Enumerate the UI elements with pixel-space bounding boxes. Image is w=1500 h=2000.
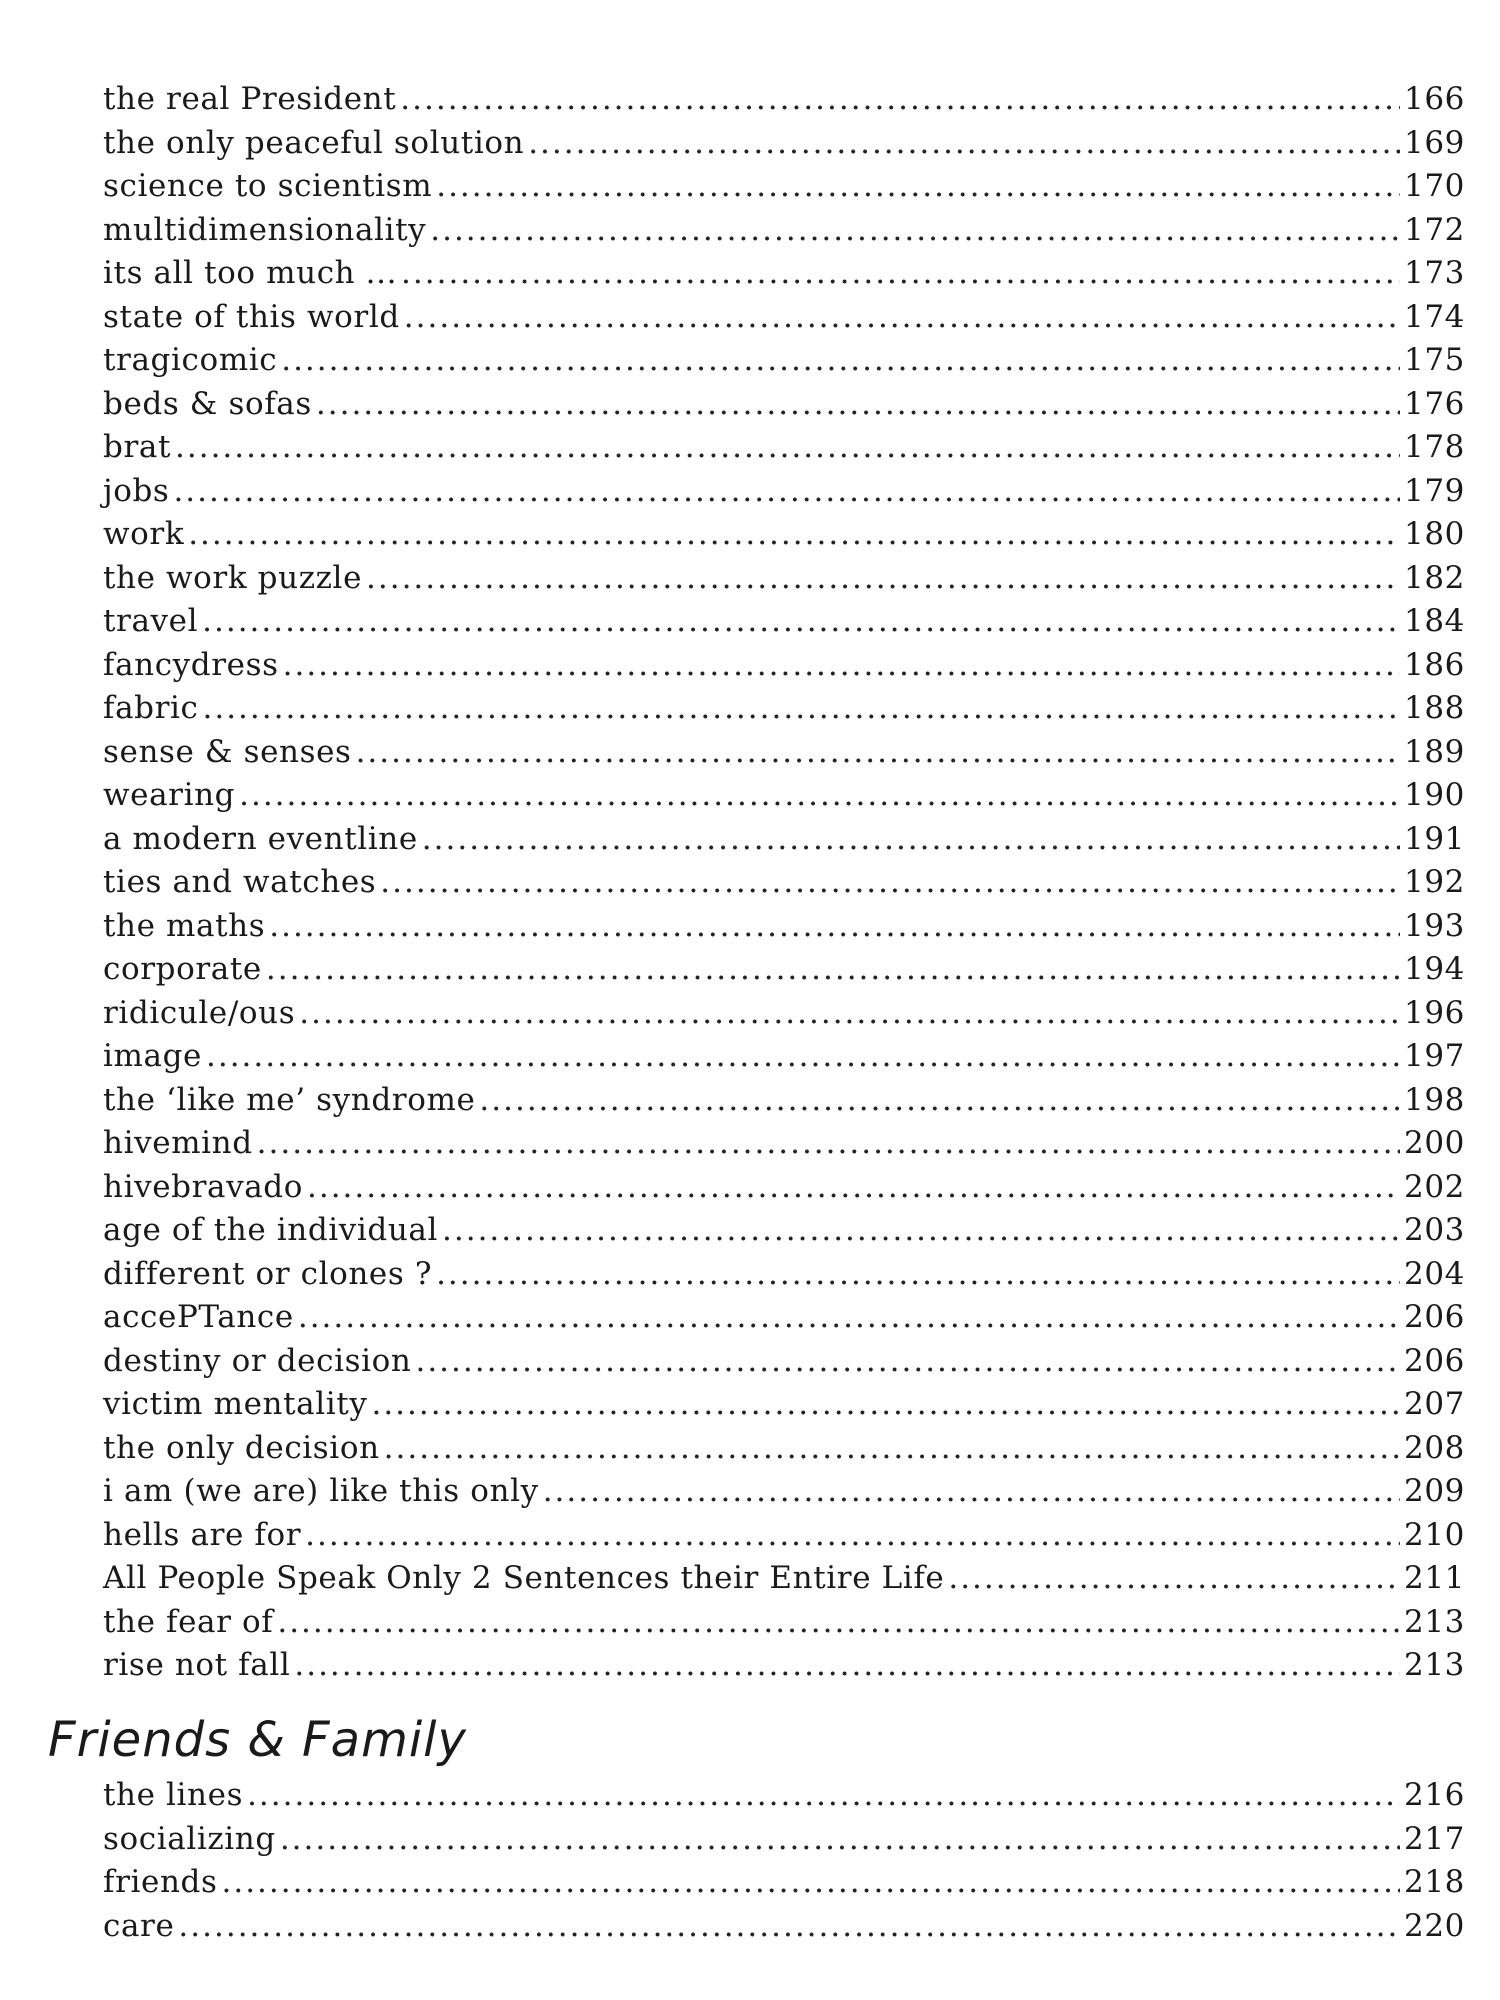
dot-leader [277, 1601, 1400, 1645]
toc-entry[interactable] [103, 339, 1465, 383]
toc-entry-page: 188 [1404, 690, 1465, 726]
toc-entry-title: fancydress [103, 646, 279, 683]
toc-entry-page: 178 [1404, 429, 1465, 465]
toc-entry-page: 190 [1404, 777, 1465, 813]
toc-entry-title: work [103, 516, 185, 552]
toc-entry[interactable] [103, 905, 1465, 949]
toc-entry-page: 198 [1404, 1081, 1465, 1118]
toc-entry[interactable] [103, 992, 1465, 1036]
toc-entry[interactable] [103, 861, 1465, 905]
toc-entry-title: the real President [103, 81, 397, 117]
toc-entry-title: the ‘like me’ syndrome [103, 1081, 476, 1118]
toc-entry-title: rise not fall [103, 1647, 291, 1683]
toc-entry-title: fabric [103, 690, 199, 726]
toc-entry-page: 193 [1404, 907, 1465, 944]
dot-leader [298, 1296, 1400, 1340]
toc-entry[interactable] [103, 731, 1465, 775]
toc-entry-title: ridicule/ous [103, 994, 296, 1031]
dot-leader [415, 1340, 1400, 1384]
dot-leader [401, 252, 1400, 296]
toc-entry[interactable] [103, 252, 1465, 296]
dot-leader [299, 992, 1400, 1036]
toc-entry[interactable] [103, 1383, 1465, 1427]
toc-entry[interactable] [103, 78, 1465, 122]
dot-leader [543, 1470, 1400, 1514]
toc-entry-title: hells are for [103, 1516, 302, 1553]
dot-leader [178, 1905, 1400, 1949]
toc-entry-title: the work puzzle [103, 559, 363, 596]
toc-entry-page: 189 [1404, 733, 1465, 770]
dot-leader [266, 948, 1400, 992]
dot-leader [269, 905, 1400, 949]
dot-leader [400, 78, 1400, 122]
toc-entry[interactable] [103, 165, 1465, 209]
toc-entry-title: brat [103, 429, 172, 465]
dot-leader [356, 731, 1400, 775]
toc-entry-page: 191 [1404, 820, 1465, 857]
toc-entry-page: 209 [1404, 1473, 1465, 1509]
dot-leader [202, 600, 1400, 644]
toc-entry-title: image [103, 1038, 202, 1074]
toc-entry-page: 218 [1404, 1864, 1465, 1900]
toc-entry-title: the lines [103, 1777, 244, 1813]
toc-entry-page: 184 [1404, 603, 1465, 639]
toc-entry[interactable] [103, 1166, 1465, 1210]
dot-leader [479, 1079, 1400, 1123]
toc-entry-page: 206 [1404, 1299, 1465, 1335]
toc-entry-page: 166 [1404, 81, 1465, 117]
toc-entry[interactable] [103, 1079, 1465, 1123]
dot-leader [283, 644, 1400, 688]
toc-entry[interactable] [103, 1253, 1465, 1297]
toc-entry[interactable] [103, 1296, 1465, 1340]
dot-leader [436, 1253, 1400, 1297]
toc-entry[interactable] [103, 818, 1465, 862]
toc-entry[interactable] [103, 1427, 1465, 1471]
toc-entry-page: 220 [1404, 1907, 1465, 1944]
dot-leader [430, 209, 1400, 253]
dot-leader [239, 774, 1400, 818]
toc-entry-title: accePTance [103, 1299, 294, 1335]
toc-entry-title: the only peaceful solution [103, 124, 525, 161]
toc-entry-page: 203 [1404, 1212, 1465, 1248]
toc-entry-page: 174 [1404, 298, 1465, 335]
dot-leader [380, 861, 1400, 905]
toc-entry-page: 172 [1404, 211, 1465, 248]
toc-entry[interactable] [103, 426, 1465, 470]
toc-entry[interactable] [103, 1340, 1465, 1384]
toc-entry[interactable] [103, 296, 1465, 340]
toc-entry-page: 169 [1404, 124, 1465, 161]
toc-entry-title: care [103, 1907, 175, 1944]
toc-entry-title: destiny or decision [103, 1342, 412, 1379]
dot-leader [442, 1209, 1400, 1253]
toc-entry-title: science to scientism [103, 168, 433, 204]
toc-entry-title: multidimensionality [103, 211, 427, 248]
dot-leader [404, 296, 1400, 340]
toc-entry-page: 213 [1404, 1647, 1465, 1683]
toc-entry-page: 182 [1404, 559, 1465, 596]
friends-family-list [103, 1774, 1465, 1948]
toc-entry[interactable] [103, 1601, 1465, 1645]
dot-leader [173, 470, 1400, 514]
toc-entry-page: 207 [1404, 1386, 1465, 1422]
dot-leader [280, 1818, 1400, 1862]
toc-entry-title: socializing [103, 1820, 276, 1857]
dot-leader [371, 1383, 1400, 1427]
toc-entry-title: the maths [103, 907, 266, 944]
toc-entry-page: 211 [1404, 1560, 1465, 1596]
toc-entry-title: tragicomic [103, 342, 278, 378]
toc-entry[interactable] [103, 644, 1465, 688]
toc-entry-page: 170 [1404, 168, 1465, 204]
toc-entry[interactable] [103, 122, 1465, 166]
section-heading-friends-family: Friends & Family [48, 1712, 467, 1768]
dot-leader [188, 513, 1400, 557]
dot-leader [528, 122, 1400, 166]
dot-leader [221, 1861, 1400, 1905]
dot-leader [316, 383, 1400, 427]
toc-entry[interactable] [103, 687, 1465, 731]
toc-entry-page: 186 [1404, 646, 1465, 683]
toc-entry-title: i am (we are) like this only [103, 1473, 539, 1509]
toc-entry-title: sense & senses [103, 733, 352, 770]
dot-leader [366, 557, 1400, 601]
toc-entry-title: victim mentality [103, 1386, 368, 1422]
toc-entry-page: 208 [1404, 1429, 1465, 1466]
toc-entry[interactable] [103, 1774, 1465, 1818]
toc-entry-title: the only decision [103, 1429, 380, 1466]
toc-list [103, 78, 1465, 1688]
toc-entry-title: beds & sofas [103, 385, 312, 422]
toc-entry-title: All People Speak Only 2 Sentences their Entire Life [103, 1560, 945, 1596]
toc-entry[interactable] [103, 1905, 1465, 1949]
toc-entry-page: 213 [1404, 1603, 1465, 1640]
dot-leader [281, 339, 1400, 383]
toc-entry[interactable] [103, 557, 1465, 601]
toc-entry-title: state of this world [103, 298, 400, 335]
toc-entry[interactable] [103, 1861, 1465, 1905]
toc-entry-page: 216 [1404, 1777, 1465, 1813]
toc-entry[interactable] [103, 513, 1465, 557]
toc-entry[interactable] [103, 1818, 1465, 1862]
dot-leader [384, 1427, 1400, 1471]
toc-entry-page: 196 [1404, 994, 1465, 1031]
toc-entry-title: corporate [103, 951, 262, 987]
toc-entry[interactable] [103, 600, 1465, 644]
toc-entry[interactable] [103, 948, 1465, 992]
toc-entry-page: 202 [1404, 1168, 1465, 1205]
toc-entry-page: 175 [1404, 342, 1465, 378]
toc-entry[interactable] [103, 1209, 1465, 1253]
toc-entry-title: travel [103, 603, 199, 639]
dot-leader [436, 165, 1400, 209]
toc-entry[interactable] [103, 1514, 1465, 1558]
dot-leader [422, 818, 1400, 862]
toc-entry-title: wearing [103, 777, 236, 813]
toc-entry[interactable] [103, 383, 1465, 427]
toc-entry-page: 204 [1404, 1255, 1465, 1292]
toc-entry[interactable] [103, 1035, 1465, 1079]
toc-entry[interactable] [103, 209, 1465, 253]
dot-leader [206, 1035, 1400, 1079]
toc-entry-page: 200 [1404, 1125, 1465, 1161]
toc-entry-page: 192 [1404, 864, 1465, 900]
toc-entry-page: 173 [1404, 255, 1465, 291]
toc-entry-title: jobs [103, 472, 170, 509]
dot-leader [294, 1644, 1400, 1688]
toc-entry-title: its all too much ... [103, 255, 398, 291]
toc-entry-title: hivemind [103, 1125, 253, 1161]
toc-entry[interactable] [103, 774, 1465, 818]
toc-entry-page: 176 [1404, 385, 1465, 422]
toc-entry-title: friends [103, 1864, 218, 1900]
toc-entry[interactable] [103, 1644, 1465, 1688]
toc-entry[interactable] [103, 1122, 1465, 1166]
toc-entry-title: the fear of [103, 1603, 274, 1640]
toc-entry-title: hivebravado [103, 1168, 303, 1205]
toc-entry-title: different or clones ? [103, 1255, 433, 1292]
toc-entry[interactable] [103, 470, 1465, 514]
dot-leader [305, 1514, 1400, 1558]
toc-entry-page: 179 [1404, 472, 1465, 509]
toc-entry-page: 194 [1404, 951, 1465, 987]
toc-entry-page: 217 [1404, 1820, 1465, 1857]
toc-entry[interactable] [103, 1557, 1465, 1601]
toc-entry-page: 197 [1404, 1038, 1465, 1074]
dot-leader [247, 1774, 1400, 1818]
toc-entry-title: age of the individual [103, 1212, 439, 1248]
dot-leader [175, 426, 1400, 470]
toc-entry-page: 180 [1404, 516, 1465, 552]
toc-entry[interactable] [103, 1470, 1465, 1514]
toc-entry-page: 206 [1404, 1342, 1465, 1379]
toc-entry-title: a modern eventline [103, 820, 418, 857]
dot-leader [948, 1557, 1400, 1601]
toc-entry-page: 210 [1404, 1516, 1465, 1553]
dot-leader [307, 1166, 1400, 1210]
dot-leader [257, 1122, 1400, 1166]
toc-entry-title: ties and watches [103, 864, 377, 900]
dot-leader [203, 687, 1401, 731]
